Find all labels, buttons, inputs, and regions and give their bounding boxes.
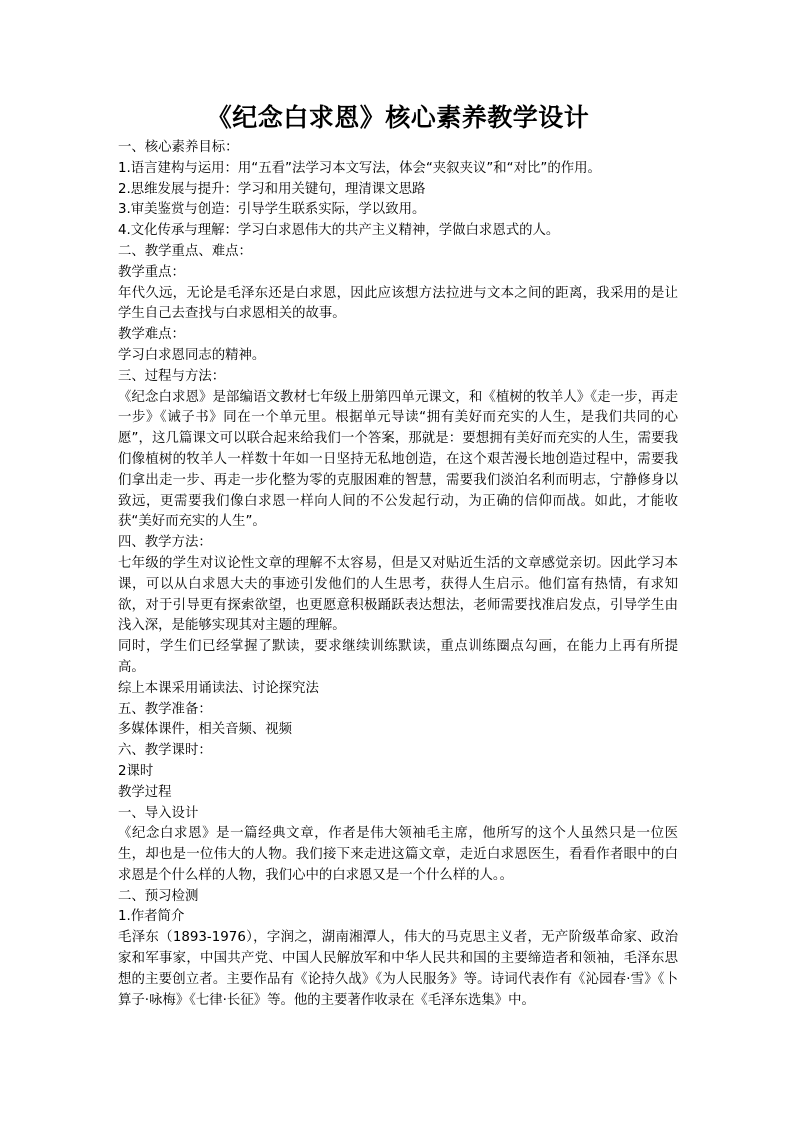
label-difficult-point: 教学难点：	[118, 327, 185, 343]
goal-item-2: 2.思维发展与提升：学习和用关键句，理清课文思路	[118, 181, 426, 197]
heading-introduction: 一、导入设计	[118, 805, 199, 821]
text-method-summary: 综上本课采用诵读法、讨论探究法	[118, 680, 319, 696]
goal-item-1: 1.语言建构与运用：用“五看”法学习本文写法，体会“夹叙夹议”和“对比”的作用。	[118, 160, 601, 176]
text-difficult-point: 学习白求恩同志的精神。	[118, 347, 266, 363]
paragraph-teaching-method: 七年级的学生对议论性文章的理解不太容易，但是又对贴近生活的文章感觉亲切。因此学习本课，可以从白求恩大夫的事迹引发他们的人生思考，获得人生启示。他们富有热情，有求知欲，对于引导更有探索欲望，也更愿意积极踊跃表达想法，老师需要找准启发点，引导学生由浅入深，是能够实现其对主题的理解。	[118, 555, 678, 634]
paragraph-process-method: 《纪念白求恩》是部编语文教材七年级上册第四单元课文，和《植树的牧羊人》《走一步，再走一步》《诫子书》同在一个单元里。根据单元导读“拥有美好而充实的人生，是我们共同的心愿”，这几篇课文可以联合起来给我们一个答案，那就是：要想拥有美好而充实的人生，需要我们像植树的牧羊人一样数十年如一日坚持无私地创造，在这个艰苦漫长地创造过程中，需要我们拿出走一步、再走一步化整为零的克服困难的智慧，需要我们淡泊名利而明志，宁静修身以致远，更需要我们像白求恩一样向人间的不公发起行动，为正确的信仰而战。如此，才能收获“美好而充实的人生”。	[118, 389, 678, 530]
heading-author-intro: 1.作者简介	[118, 909, 185, 925]
document-page	[118, 100, 678, 1011]
paragraph-silent-reading: 同时，学生们已经掌握了默读，要求继续训练默读，重点训练圈点勾画，在能力上再有所提高。	[118, 639, 678, 675]
paragraph-key-point: 年代久远，无论是毛泽东还是白求恩，因此应该想方法拉进与文本之间的距离，我采用的是让学生自己去查找与白求恩相关的故事。	[118, 285, 678, 322]
heading-core-goals: 一、核心素养目标：	[118, 140, 239, 155]
heading-process-method: 三、过程与方法：	[118, 368, 226, 384]
document-title: 《纪念白求恩》核心素养教学设计	[206, 103, 590, 132]
goal-item-3: 3.审美鉴赏与创造：引导学生联系实际，学以致用。	[118, 202, 426, 218]
heading-teaching-process: 教学过程	[118, 784, 172, 800]
goal-item-4: 4.文化传承与理解：学习白求恩伟大的共产主义精神，学做白求恩式的人。	[118, 223, 560, 239]
heading-key-difficult-points: 二、教学重点、难点：	[118, 243, 252, 259]
text-class-hours: 2课时	[118, 763, 154, 779]
paragraph-introduction: 《纪念白求恩》是一篇经典文章，作者是伟大领袖毛主席，他所写的这个人虽然只是一位医生，却也是一位伟大的人物。我们接下来走进这篇文章，走近白求恩医生，看看作者眼中的白求恩是个什么样的人物，我们心中的白求恩又是一个什么样的人。。	[118, 826, 678, 883]
heading-preparation: 五、教学准备：	[118, 701, 212, 717]
text-preparation: 多媒体课件，相关音频、视频	[118, 722, 293, 738]
heading-preview-check: 二、预习检测	[118, 888, 199, 904]
paragraph-author-intro: 毛泽东（1893-1976），字润之，湖南湘潭人，伟大的马克思主义者，无产阶级革命家、政治家和军事家，中国共产党、中国人民解放军和中华人民共和国的主要缔造者和领袖，毛泽东思想的主要创立者。主要作品有《论持久战》《为人民服务》等。诗词代表作有《沁园春·雪》《卜算子·咏梅》《七律·长征》等。他的主要著作收录在《毛泽东选集》中。	[118, 930, 678, 1008]
heading-class-hours: 六、教学课时：	[118, 743, 212, 759]
heading-teaching-method: 四、教学方法：	[118, 535, 212, 551]
label-key-point: 教学重点：	[118, 264, 185, 280]
